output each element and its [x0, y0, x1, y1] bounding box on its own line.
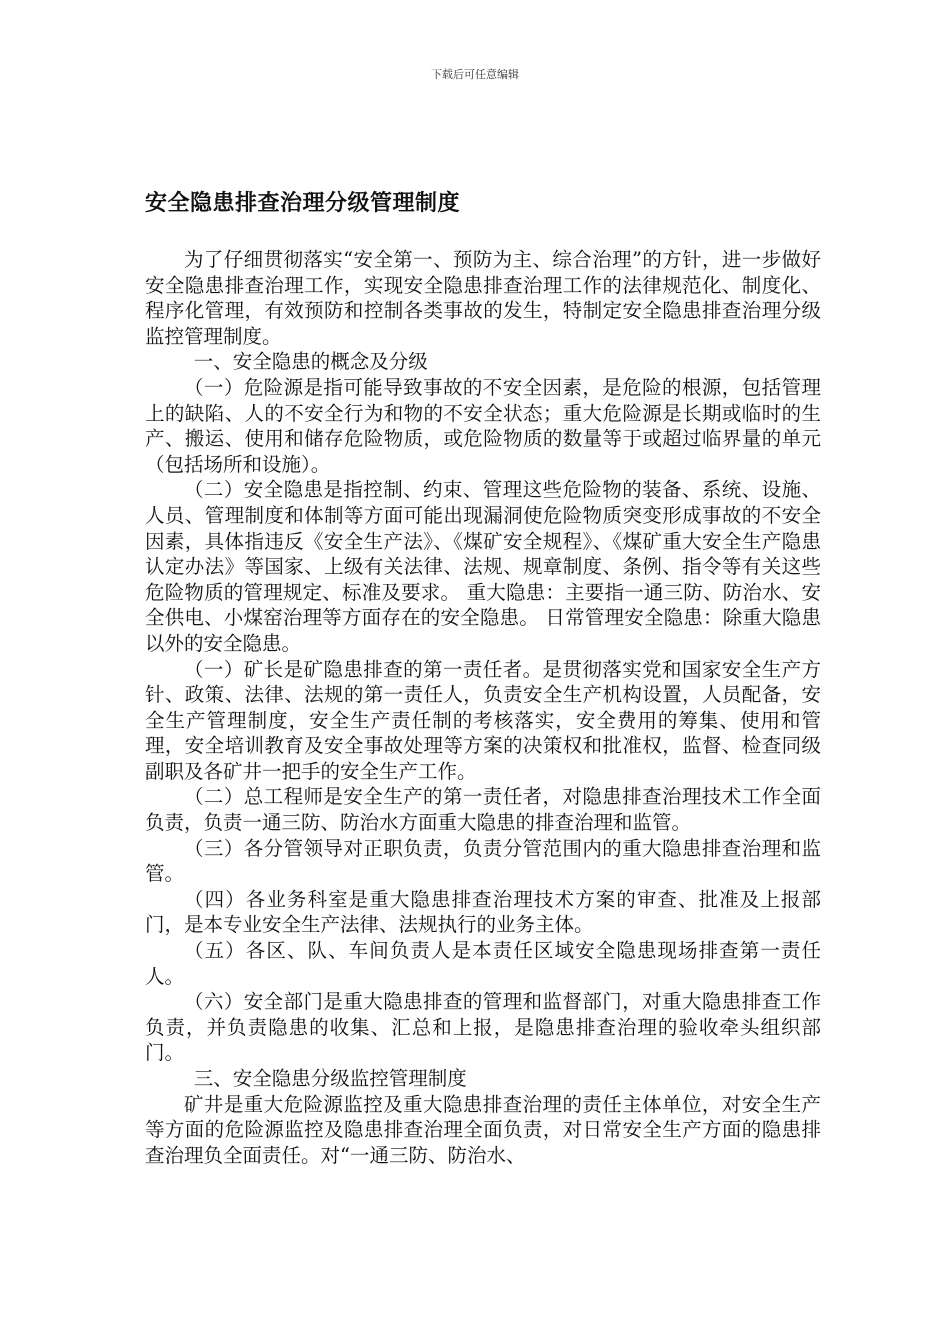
paragraph-mine-director: （一）矿长是矿隐患排查的第一责任者。是贯彻落实党和国家安全生产方针、政策、法律、法规的第一责任人，负责安全生产机构设置，人员配备，安全生产管理制度，安全生产责任制的考核落实，安全费用的筹集、使用和管理，安全培训教育及安全事故处理等方案的决策权和批准权，监督、检查同级副职及各矿井一把手的安全生产工作。	[145, 657, 821, 783]
section-heading-1: 一、安全隐患的概念及分级	[193, 350, 428, 374]
document-body	[145, 247, 821, 1168]
paragraph-mine-responsibility: 矿井是重大危险源监控及重大隐患排查治理的责任主体单位，对安全生产等方面的危险源监控及隐患排查治理全面负责，对日常安全生产方面的隐患排查治理负全面责任。对“一通三防、防治水、	[145, 1092, 821, 1167]
paragraph-hazard-source: （一）危险源是指可能导致事故的不安全因素，是危险的根源，包括管理上的缺陷、人的不安全行为和物的不安全状态；重大危险源是长期或临时的生产、搬运、使用和储存危险物质，或危险物质的数量等于或超过临界量的单元（包括场所和设施）。	[145, 375, 821, 476]
document-title: 安全隐患排查治理分级管理制度	[145, 191, 461, 216]
paragraph-team-leaders: （五）各区、队、车间负责人是本责任区域安全隐患现场排查第一责任人。	[145, 939, 821, 988]
paragraph-deputy-leaders: （三）各分管领导对正职负责，负责分管范围内的重大隐患排查治理和监管。	[145, 836, 821, 886]
section-heading-3: 三、安全隐患分级监控管理制度	[193, 1067, 467, 1090]
paragraph-safety-hazard: （二）安全隐患是指控制、约束、管理这些危险物的装备、系统、设施、人员、管理制度和体制等方面可能出现漏洞使危险物质突变形成事故的不安全因素，具体指违反《安全生产法》、《煤矿安全规程》、《煤矿重大安全生产隐患认定办法》等国家、上级有关法律、法规、规章制度、条例、指令等有关这些危险物质的管理规定、标准及要求。 重大隐患：主要指一通三防、防治水、安全供电、小煤窑治理等方面存在的安全隐患。 日常管理安全隐患：除重大隐患以外的安全隐患。	[145, 478, 821, 655]
paragraph-chief-engineer: （二）总工程师是安全生产的第一责任者，对隐患排查治理技术工作全面负责，负责一通三防、防治水方面重大隐患的排查治理和监管。	[145, 785, 821, 835]
paragraph-departments: （四）各业务科室是重大隐患排查治理技术方案的审查、批准及上报部门，是本专业安全生产法律、法规执行的业务主体。	[145, 887, 821, 937]
paragraph-safety-department: （六）安全部门是重大隐患排查的管理和监督部门，对重大隐患排查工作负责，并负责隐患的收集、汇总和上报，是隐患排查治理的验收牵头组织部门。	[145, 990, 821, 1065]
intro-paragraph: 为了仔细贯彻落实“安全第一、预防为主、综合治理”的方针，进一步做好安全隐患排查治理工作，实现安全隐患排查治理工作的法律规范化、制度化、程序化管理，有效预防和控制各类事故的发生，特制定安全隐患排查治理分级监控管理制度。	[145, 248, 821, 348]
header-note: 下载后可任意编辑	[431, 68, 519, 81]
